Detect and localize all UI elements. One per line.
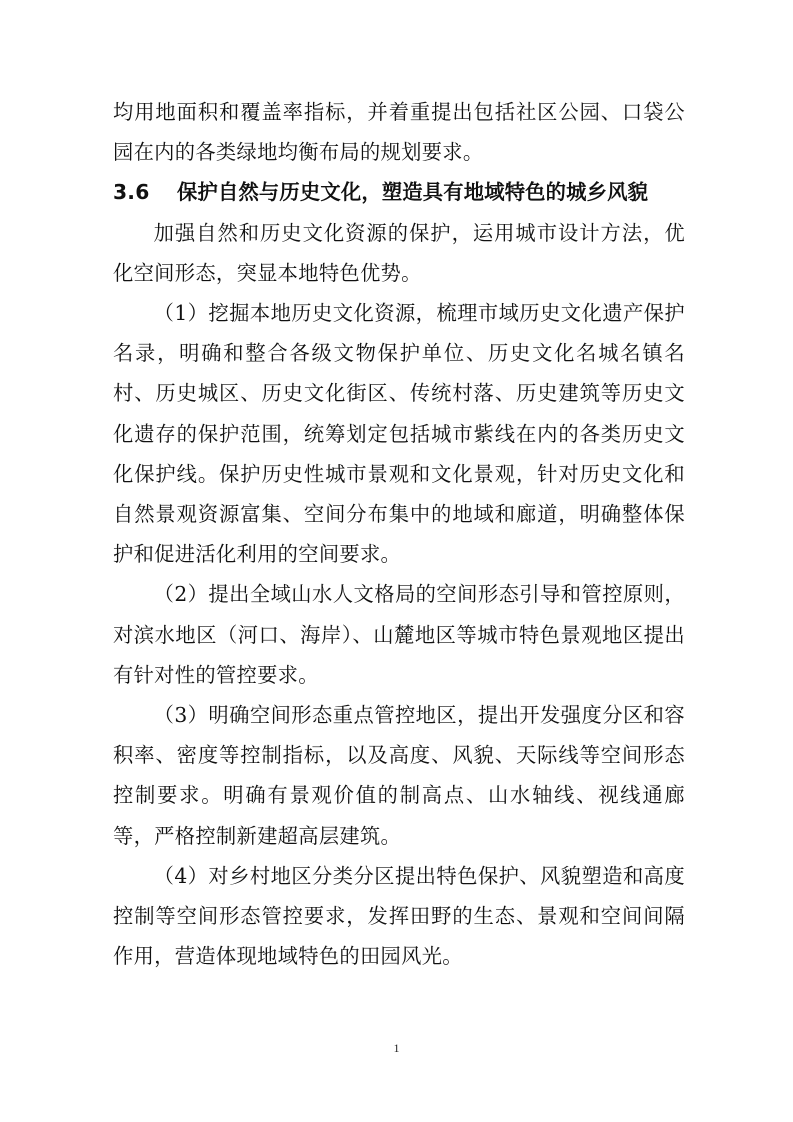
section-heading — [113, 172, 685, 212]
document-body — [113, 92, 685, 976]
continuation-paragraph: 均用地面积和覆盖率指标，并着重提出包括社区公园、口袋公园在内的各类绿地均衡布局的规划要求。 — [113, 100, 685, 165]
intro-paragraph: 加强自然和历史文化资源的保护，运用城市设计方法，优化空间形态，突显本地特色优势。 — [113, 220, 685, 285]
item-1-paragraph: （1）挖掘本地历史文化资源，梳理市域历史文化遗产保护名录，明确和整合各级文物保护单位、历史文化名城名镇名村、历史城区、历史文化街区、传统村落、历史建筑等历史文化遗存的保护范围，统筹划定包括城市紫线在内的各类历史文化保护线。保护历史性城市景观和文化景观，针对历史文化和自然景观资源富集、空间分布集中的地域和廊道，明确整体保护和促进活化利用的空间要求。 — [113, 301, 685, 567]
section-title: 保护自然与历史文化，塑造具有地域特色的城乡风貌 — [177, 180, 649, 205]
item-3-paragraph: （3）明确空间形态重点管控地区，提出开发强度分区和容积率、密度等控制指标，以及高度、风貌、天际线等空间形态控制要求。明确有景观价值的制高点、山水轴线、视线通廊等，严格控制新建超高层建筑。 — [113, 703, 685, 848]
page-number: 1 — [393, 1041, 400, 1055]
section-number: 3.6 — [113, 180, 150, 205]
item-4-paragraph: （4）对乡村地区分类分区提出特色保护、风貌塑造和高度控制等空间形态管控要求，发挥田野的生态、景观和空间间隔作用，营造体现地域特色的田园风光。 — [113, 863, 685, 969]
item-2-paragraph: （2）提出全域山水人文格局的空间形态引导和管控原则，对滨水地区（河口、海岸）、山麓地区等城市特色景观地区提出有针对性的管控要求。 — [113, 582, 685, 687]
